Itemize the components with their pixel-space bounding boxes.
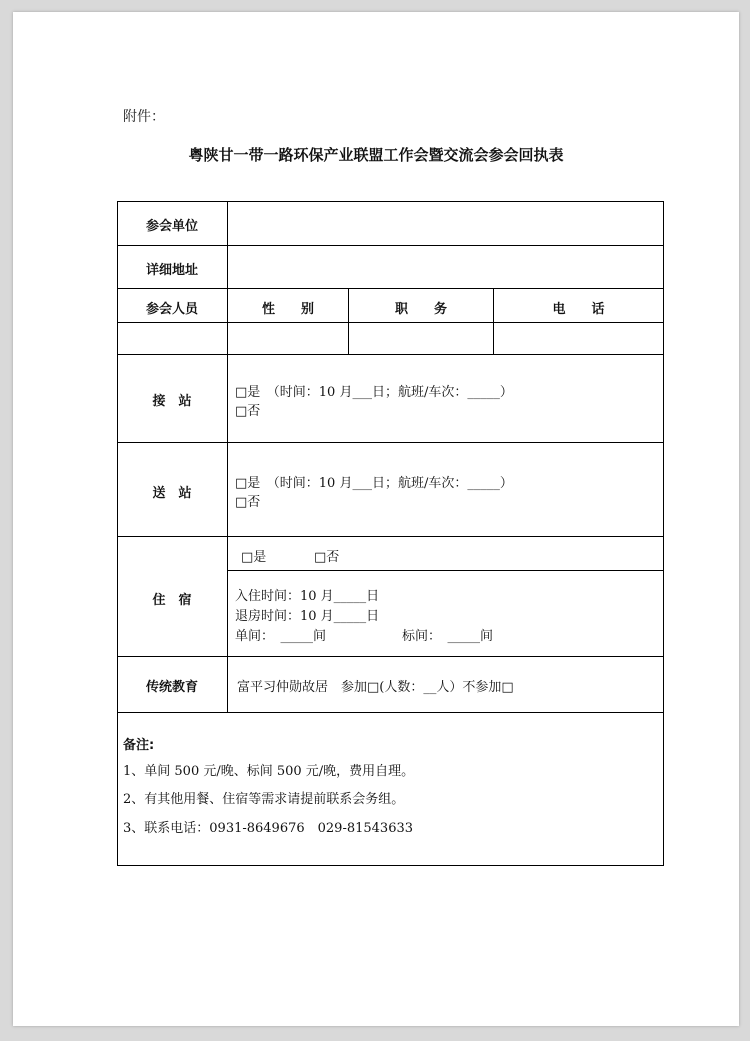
- note-item: 2、有其他用餐、住宿等需求请提前联系会务组。: [123, 792, 405, 807]
- phone-header: 电 话: [552, 302, 605, 317]
- gender-header: 性 别: [261, 302, 314, 317]
- pickup-no-option[interactable]: □否: [235, 404, 261, 419]
- note-item: 1、单间 500 元/晚、标间 500 元/晚，费用自理。: [123, 764, 415, 779]
- address-field[interactable]: [228, 246, 663, 288]
- lodging-no-option[interactable]: □否: [314, 550, 340, 565]
- tradition-option[interactable]: 富平习仲勋故居 参加□(人数：__人）不参加□: [237, 680, 514, 695]
- unit-label: 参会单位: [145, 219, 198, 234]
- position-field[interactable]: [349, 323, 493, 354]
- lodging-yes-option[interactable]: □是: [241, 550, 267, 565]
- checkout-time[interactable]: 退房时间：10 月_____日: [235, 609, 380, 624]
- lodging-label: 住 宿: [152, 593, 192, 608]
- notes-label: 备注:: [123, 738, 155, 753]
- document-page: [13, 12, 739, 1026]
- single-room-count[interactable]: 单间： _____间: [235, 629, 327, 644]
- document-title: 粤陕甘一带一路环保产业联盟工作会暨交流会参会回执表: [188, 146, 564, 164]
- dropoff-no-option[interactable]: □否: [235, 495, 261, 510]
- gender-field[interactable]: [228, 323, 348, 354]
- unit-field[interactable]: [228, 202, 663, 245]
- tradition-label: 传统教育: [145, 680, 198, 695]
- phone-field[interactable]: [494, 323, 663, 354]
- pickup-label: 接 站: [152, 394, 192, 409]
- standard-room-count[interactable]: 标间： _____间: [402, 629, 494, 644]
- pickup-yes-option[interactable]: □是 （时间：10 月___日；航班/车次：_____）: [235, 385, 513, 400]
- dropoff-label: 送 站: [152, 486, 192, 501]
- attachment-label: 附件：: [123, 109, 165, 125]
- attendee-name-field[interactable]: [118, 323, 227, 354]
- address-label: 详细地址: [145, 263, 198, 278]
- note-item: 3、联系电话：0931-8649676 029-81543633: [123, 821, 414, 836]
- attendee-label: 参会人员: [145, 302, 198, 317]
- dropoff-yes-option[interactable]: □是 （时间：10 月___日；航班/车次：_____）: [235, 476, 513, 491]
- checkin-time[interactable]: 入住时间：10 月_____日: [235, 589, 380, 604]
- position-header: 职 务: [394, 302, 447, 317]
